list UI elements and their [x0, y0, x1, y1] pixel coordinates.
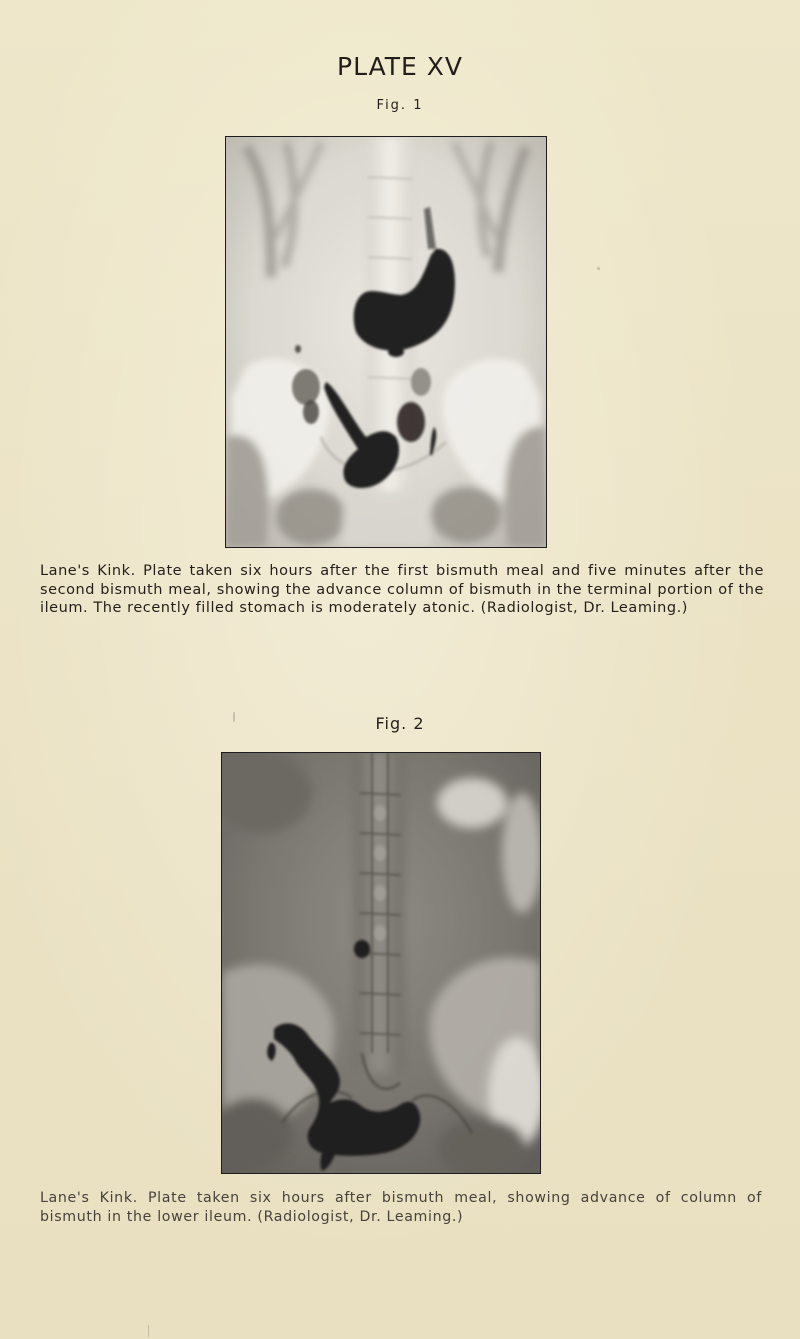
plate-title: PLATE XV	[337, 52, 463, 81]
paper-speck	[148, 1325, 149, 1337]
figure-1-radiograph-image	[226, 137, 546, 547]
figure-2-radiograph-image	[222, 753, 540, 1173]
figure-1-label: Fig. 1	[376, 98, 424, 113]
figure-2-label: Fig. 2	[375, 714, 425, 733]
figure-1-caption: Lane's Kink. Plate taken six hours after the first bismuth meal and five minutes after the second bismuth meal, showing the advance column of bismuth in the terminal portion of the ileum. The recently filled stomach is moderately atonic. (Radiologist, Dr. Leaming.)	[40, 563, 764, 616]
figure-2-radiograph	[221, 752, 541, 1174]
paper-speck	[597, 267, 600, 270]
figure-2-caption: Lane's Kink. Plate taken six hours after bismuth meal, showing advance of column of bismuth in the lower ileum. (Radiologist, Dr. Leaming.)	[40, 1190, 762, 1225]
paper-speck	[233, 712, 235, 722]
figure-1-radiograph	[225, 136, 547, 548]
